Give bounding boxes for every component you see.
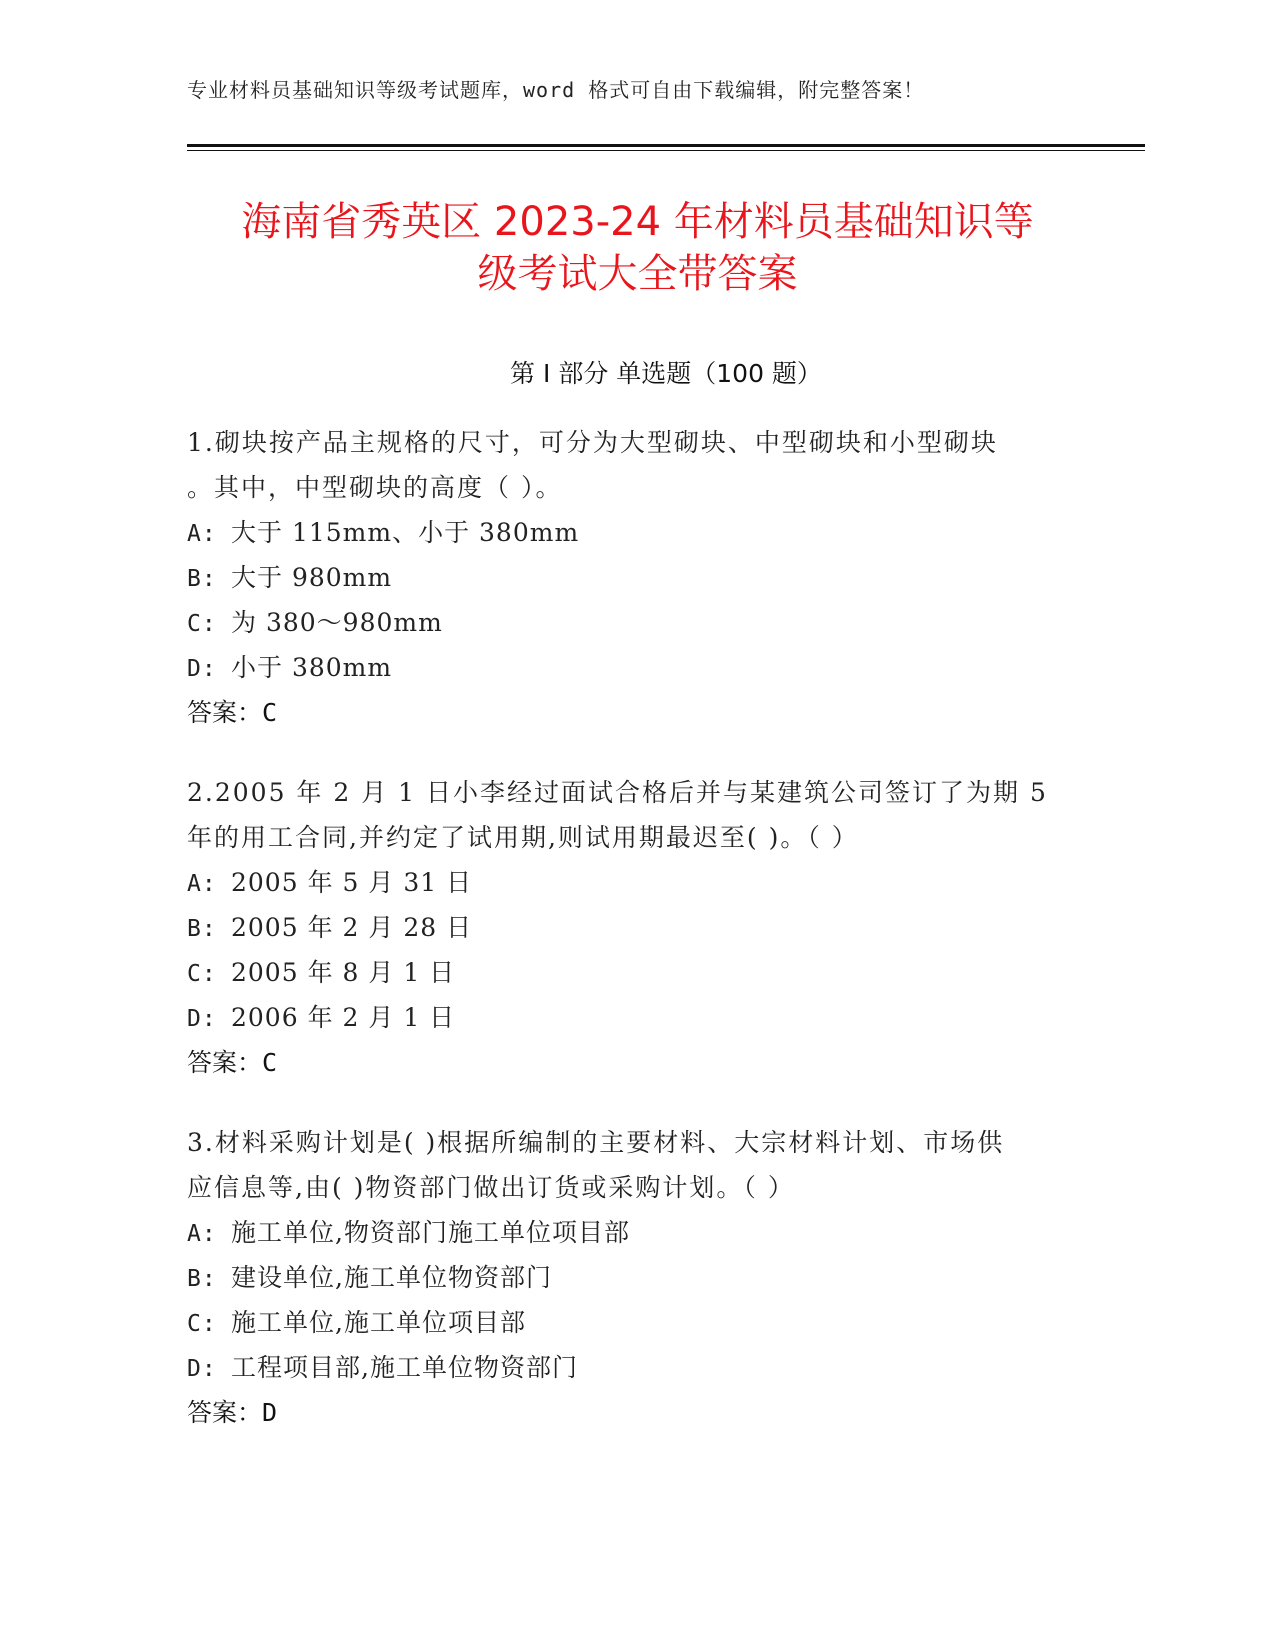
option-c: [187, 950, 1087, 995]
option-letter: D:: [187, 1356, 217, 1382]
option-b: [187, 905, 1087, 950]
document-title: [160, 196, 1115, 300]
option-c: [187, 600, 1087, 645]
option-text: 大于 115mm、小于 380mm: [231, 518, 580, 547]
question-stem-line: 1.砌块按产品主规格的尺寸，可分为大型砌块、中型砌块和小型砌块: [187, 428, 998, 457]
answer-value: C: [262, 1048, 278, 1077]
answer-label: 答案：: [187, 1398, 263, 1427]
option-text: 2005 年 8 月 1 日: [231, 958, 456, 987]
question-stem-line: 2.2005 年 2 月 1 日小李经过面试合格后并与某建筑公司签订了为期 5: [187, 778, 1048, 807]
header-note: 专业材料员基础知识等级考试题库，word 格式可自由下载编辑，附完整答案！: [187, 78, 925, 102]
header-rule-thin: [187, 150, 1145, 151]
option-letter: A:: [187, 1221, 217, 1247]
option-a: [187, 510, 1087, 555]
question-stem-line: 年的用工合同,并约定了试用期,则试用期最迟至( )。（ ）: [187, 823, 859, 852]
answer-line: [187, 690, 1087, 735]
option-d: [187, 1345, 1087, 1390]
option-text: 2005 年 2 月 28 日: [231, 913, 473, 942]
answer-value: D: [262, 1398, 278, 1427]
option-text: 大于 980mm: [231, 563, 393, 592]
title-line-2: 级考试大全带答案: [477, 251, 798, 297]
question-stem-line: 应信息等,由( )物资部门做出订货或采购计划。（ ）: [187, 1173, 795, 1202]
option-letter: C:: [187, 1311, 217, 1337]
answer-value: C: [262, 698, 278, 727]
option-a: [187, 1210, 1087, 1255]
option-letter: C:: [187, 611, 217, 637]
option-letter: B:: [187, 1266, 217, 1292]
option-a: [187, 860, 1087, 905]
option-letter: D:: [187, 1006, 217, 1032]
question-2: [187, 770, 1087, 1085]
option-letter: A:: [187, 521, 217, 547]
option-text: 工程项目部,施工单位物资部门: [231, 1353, 578, 1382]
option-letter: A:: [187, 871, 217, 897]
option-letter: B:: [187, 916, 217, 942]
option-d: [187, 995, 1087, 1040]
answer-label: 答案：: [187, 1048, 263, 1077]
header-rule-thick: [187, 144, 1145, 147]
option-text: 小于 380mm: [231, 653, 393, 682]
option-text: 施工单位,物资部门施工单位项目部: [231, 1218, 630, 1247]
option-text: 建设单位,施工单位物资部门: [231, 1263, 552, 1292]
option-text: 2005 年 5 月 31 日: [231, 868, 473, 897]
section-heading: 第 I 部分 单选题（100 题）: [510, 359, 822, 388]
option-c: [187, 1300, 1087, 1345]
answer-line: [187, 1040, 1087, 1085]
option-b: [187, 1255, 1087, 1300]
option-text: 施工单位,施工单位项目部: [231, 1308, 526, 1337]
question-stem-line: 3.材料采购计划是( )根据所编制的主要材料、大宗材料计划、市场供: [187, 1128, 1005, 1157]
option-letter: C:: [187, 961, 217, 987]
option-text: 2006 年 2 月 1 日: [231, 1003, 456, 1032]
option-d: [187, 645, 1087, 690]
title-line-1: 海南省秀英区 2023-24 年材料员基础知识等: [241, 199, 1034, 245]
question-3: [187, 1120, 1087, 1435]
option-letter: B:: [187, 566, 217, 592]
question-1: [187, 420, 1087, 735]
option-b: [187, 555, 1087, 600]
answer-label: 答案：: [187, 698, 263, 727]
option-letter: D:: [187, 656, 217, 682]
option-text: 为 380～980mm: [231, 608, 443, 637]
question-stem-line: 。其中，中型砌块的高度（ ）。: [187, 473, 563, 502]
answer-line: [187, 1390, 1087, 1435]
